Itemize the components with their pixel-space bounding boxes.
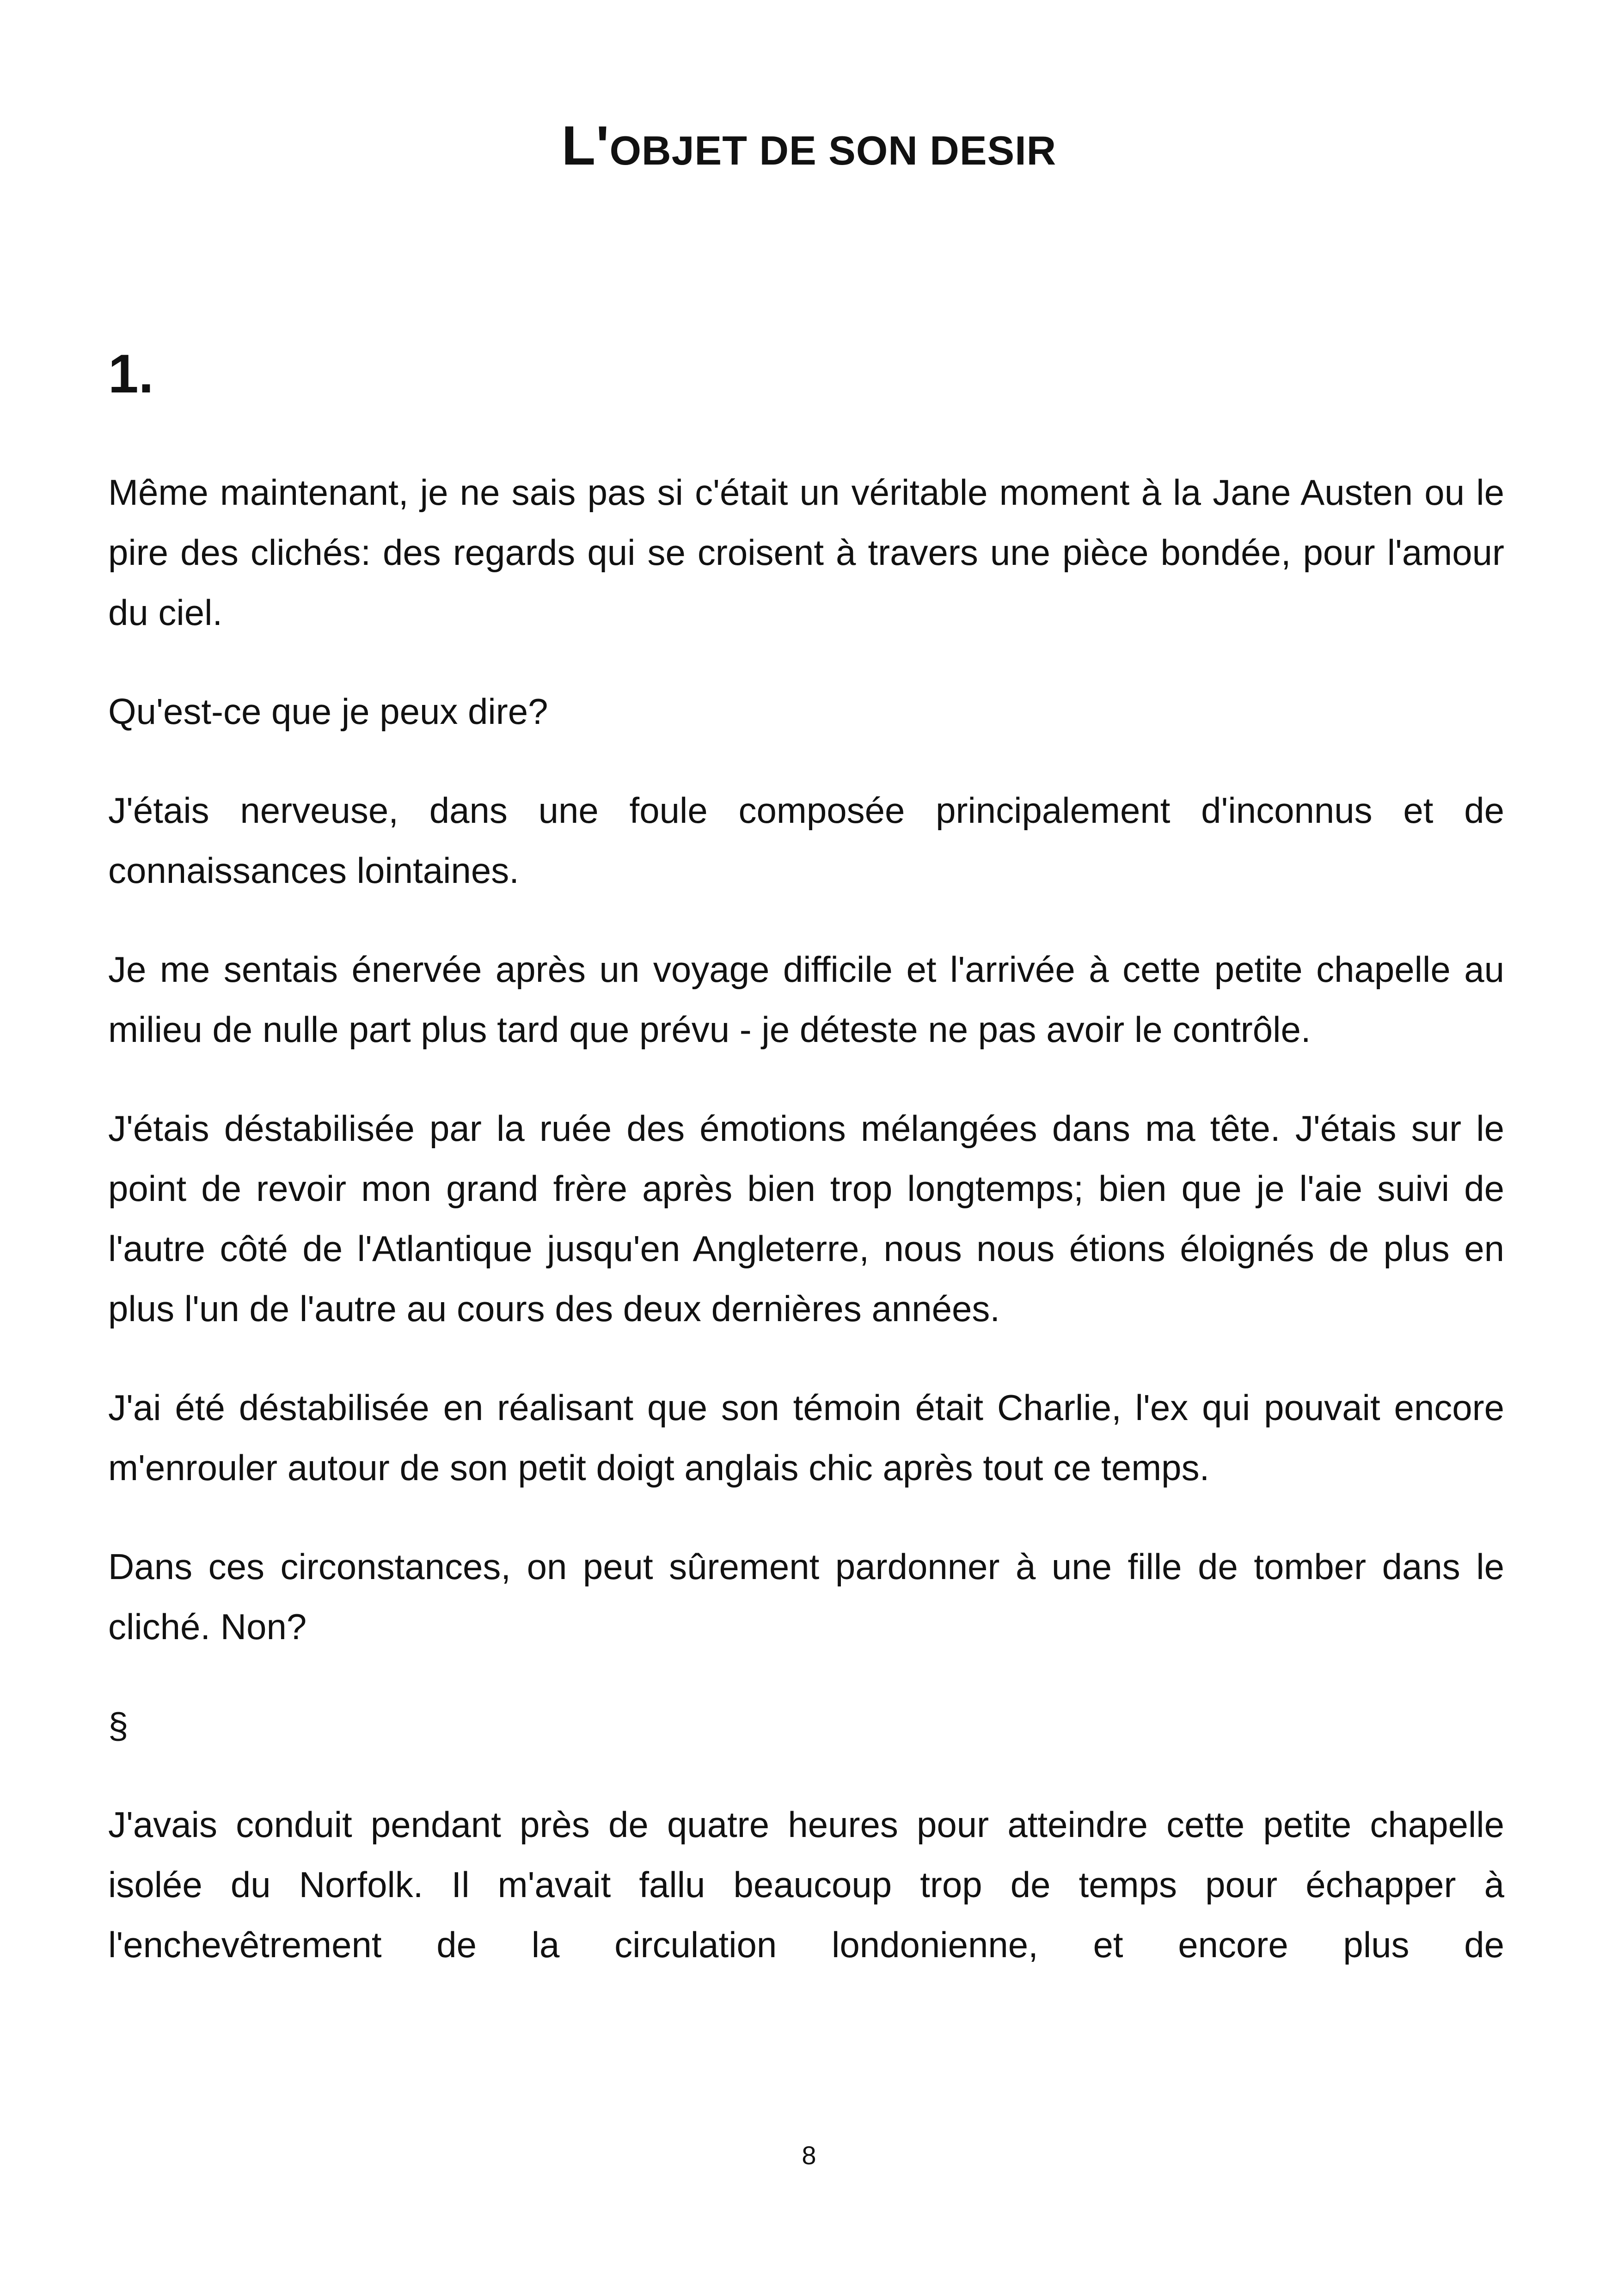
paragraph-8: J'avais conduit pendant près de quatre heures pour atteindre cette petite chapelle isolée du Norfolk. Il m'avait fallu beaucoup trop de temps pour échapper à l'enchevêtrement de la circulation londonienne, et encore plus de — [108, 1804, 1504, 1965]
page-number: 8 — [802, 2141, 816, 2170]
paragraph-6: J'ai été déstabilisée en réalisant que son témoin était Charlie, l'ex qui pouvait encore m'enrouler autour de son petit doigt anglais chic après tout ce temps. — [108, 1387, 1504, 1488]
paragraph-5: J'étais déstabilisée par la ruée des émotions mélangées dans ma tête. J'étais sur le point de revoir mon grand frère après bien trop longtemps; bien que je l'aie suivi de l'autre côté de l'Atlantique jusqu'en Angleterre, nous nous étions éloignés de plus en plus l'un de l'autre au cours des deux dernières années. — [108, 1108, 1504, 1329]
section-separator: § — [108, 1705, 129, 1746]
paragraph-7: Dans ces circonstances, on peut sûrement pardonner à une fille de tomber dans le cliché. Non? — [108, 1546, 1504, 1647]
book-title-initial: L' — [561, 115, 610, 177]
paragraph-1: Même maintenant, je ne sais pas si c'était un véritable moment à la Jane Austen ou le pire des clichés: des regards qui se croisent à travers une pièce bondée, pour l'amour du ciel. — [108, 472, 1504, 633]
body-text — [108, 462, 1504, 2014]
book-title — [0, 115, 1618, 177]
paragraph-2: Qu'est-ce que je peux dire? — [108, 691, 548, 732]
paragraph-3: J'étais nerveuse, dans une foule composée principalement d'inconnus et de connaissances lointaines. — [108, 790, 1504, 891]
book-title-rest: OBJET DE SON DESIR — [609, 128, 1057, 173]
paragraph-4: Je me sentais énervée après un voyage difficile et l'arrivée à cette petite chapelle au milieu de nulle part plus tard que prévu - je déteste ne pas avoir le contrôle. — [108, 949, 1504, 1050]
chapter-number: 1. — [108, 343, 154, 404]
